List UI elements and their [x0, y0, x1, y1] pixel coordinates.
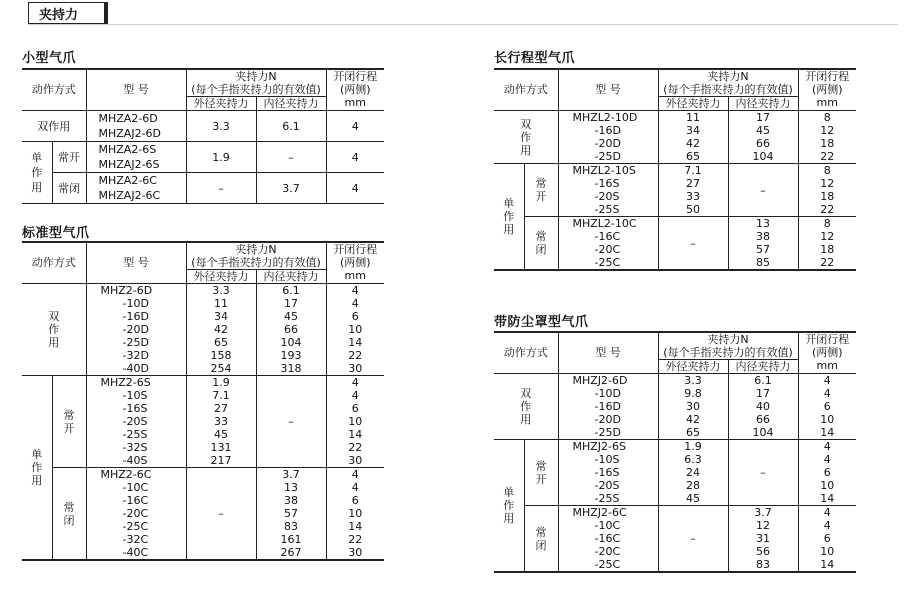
label-single-acting: 单 作 用: [494, 440, 524, 573]
header-force-note: (每个手指夹持力的有效值): [658, 346, 798, 360]
stroke-cell: 6: [326, 402, 384, 415]
stroke-cell: 4: [326, 284, 384, 298]
header-divider: [28, 24, 898, 25]
header-stroke-note: (两侧): [326, 83, 384, 97]
stroke-cell: 10: [798, 479, 856, 492]
header-force-note: (每个手指夹持力的有效值): [186, 83, 326, 97]
stroke-cell: 4: [326, 389, 384, 402]
label-double-acting: 双作用: [22, 111, 86, 142]
outer-cell: 254: [186, 362, 256, 376]
stroke-cell: 4: [326, 111, 384, 142]
stroke-cell: 8: [798, 164, 856, 178]
model-cell: -20S: [558, 479, 658, 492]
stroke-cell: 12: [798, 230, 856, 243]
outer-cell: 34: [658, 124, 728, 137]
inner-cell: 66: [256, 323, 326, 336]
stroke-cell: 4: [326, 173, 384, 204]
header-force-note: (每个手指夹持力的有效值): [186, 256, 326, 270]
stroke-cell: 30: [326, 454, 384, 468]
outer-cell: 34: [186, 310, 256, 323]
model-cell: MHZL2-10D: [558, 111, 658, 125]
inner-cell: –: [728, 440, 798, 506]
inner-cell: –: [256, 376, 326, 468]
standard-gripper-title: 标准型气爪: [22, 226, 90, 241]
table-row: [22, 468, 384, 482]
outer-cell: 45: [658, 492, 728, 506]
inner-cell: 13: [256, 481, 326, 494]
outer-cell: 30: [658, 400, 728, 413]
stroke-cell: 6: [798, 400, 856, 413]
table-row: [494, 164, 856, 178]
outer-cell: 27: [658, 177, 728, 190]
outer-cell: 50: [658, 203, 728, 217]
model-cell: MHZAJ2-6C: [86, 188, 186, 204]
inner-cell: 104: [256, 336, 326, 349]
outer-cell: 3.3: [658, 374, 728, 388]
header-model: 型 号: [86, 69, 186, 111]
label-normally-closed: 常 闭: [524, 217, 558, 271]
outer-cell: 1.9: [186, 376, 256, 390]
model-cell: -16D: [86, 310, 186, 323]
label-normally-open: 常 开: [524, 440, 558, 506]
label-double-acting: 双 作 用: [22, 284, 86, 376]
inner-cell: 17: [728, 111, 798, 125]
inner-cell: 57: [728, 243, 798, 256]
stroke-cell: 10: [798, 545, 856, 558]
label-double-acting: 双 作 用: [494, 374, 558, 440]
model-cell: -25D: [86, 336, 186, 349]
stroke-cell: 10: [326, 507, 384, 520]
header-stroke-note: (两侧): [798, 83, 856, 97]
label-normally-closed: 常闭: [52, 173, 86, 204]
header-outer: 外径夹持力: [658, 360, 728, 374]
inner-cell: 6.1: [728, 374, 798, 388]
model-cell: -20D: [558, 413, 658, 426]
model-cell: -16C: [558, 532, 658, 545]
inner-cell: 45: [728, 124, 798, 137]
stroke-cell: 22: [798, 203, 856, 217]
stroke-cell: 6: [798, 532, 856, 545]
inner-cell: 83: [256, 520, 326, 533]
stroke-cell: 22: [798, 150, 856, 164]
inner-cell: 66: [728, 413, 798, 426]
model-cell: -20D: [558, 137, 658, 150]
header-action: 动作方式: [22, 242, 86, 284]
outer-cell: 6.3: [658, 453, 728, 466]
stroke-cell: 14: [798, 492, 856, 506]
inner-cell: 66: [728, 137, 798, 150]
model-cell: -40C: [86, 546, 186, 560]
inner-cell: 38: [256, 494, 326, 507]
stroke-cell: 6: [798, 466, 856, 479]
model-cell: -25D: [558, 150, 658, 164]
outer-cell: 11: [658, 111, 728, 125]
page-header-tab: [28, 2, 108, 24]
model-cell: -20S: [558, 190, 658, 203]
model-cell: -16S: [86, 402, 186, 415]
inner-cell: 3.7: [728, 506, 798, 520]
header-force-note: (每个手指夹持力的有效值): [658, 83, 798, 97]
outer-cell: 28: [658, 479, 728, 492]
stroke-cell: 30: [326, 362, 384, 376]
header-stroke: 开闭行程: [798, 332, 856, 346]
inner-cell: 12: [728, 519, 798, 532]
stroke-cell: 12: [798, 177, 856, 190]
stroke-cell: 6: [326, 494, 384, 507]
label-single-acting: 单 作 用: [22, 142, 52, 204]
header-stroke: 开闭行程: [798, 69, 856, 83]
stroke-cell: 4: [798, 453, 856, 466]
model-cell: MHZL2-10C: [558, 217, 658, 231]
model-cell: -20D: [86, 323, 186, 336]
inner-cell: 13: [728, 217, 798, 231]
header-inner: 内径夹持力: [256, 97, 326, 111]
long-stroke-gripper-title: 长行程型气爪: [494, 51, 576, 66]
outer-cell: 42: [658, 137, 728, 150]
stroke-cell: 14: [326, 336, 384, 349]
outer-cell: 65: [658, 426, 728, 440]
outer-cell: 27: [186, 402, 256, 415]
stroke-cell: 6: [326, 310, 384, 323]
stroke-cell: 10: [798, 413, 856, 426]
outer-cell: 42: [658, 413, 728, 426]
header-action: 动作方式: [494, 69, 558, 111]
model-cell: -20C: [86, 507, 186, 520]
inner-cell: 161: [256, 533, 326, 546]
label-single-acting: 单 作 用: [494, 164, 524, 271]
header-stroke-unit: mm: [326, 270, 384, 284]
model-cell: -16C: [86, 494, 186, 507]
model-cell: -25C: [558, 558, 658, 572]
header-stroke-unit: mm: [798, 360, 856, 374]
inner-cell: 17: [728, 387, 798, 400]
outer-cell: –: [186, 173, 256, 204]
model-cell: -20C: [558, 545, 658, 558]
model-cell: -10S: [86, 389, 186, 402]
standard-gripper-table: [22, 241, 384, 561]
header-stroke-unit: mm: [798, 97, 856, 111]
stroke-cell: 14: [326, 520, 384, 533]
inner-cell: 3.7: [256, 173, 326, 204]
label-normally-closed: 常 闭: [52, 468, 86, 561]
stroke-cell: 10: [326, 323, 384, 336]
outer-cell: 1.9: [186, 142, 256, 173]
stroke-cell: 14: [798, 558, 856, 572]
stroke-cell: 14: [798, 426, 856, 440]
inner-cell: 318: [256, 362, 326, 376]
outer-cell: 24: [658, 466, 728, 479]
inner-cell: 104: [728, 426, 798, 440]
table-row: [494, 111, 856, 125]
model-cell: -10S: [558, 453, 658, 466]
stroke-cell: 8: [798, 111, 856, 125]
outer-cell: 7.1: [186, 389, 256, 402]
inner-cell: 3.7: [256, 468, 326, 482]
stroke-cell: 4: [326, 376, 384, 390]
header-stroke-unit: mm: [326, 97, 384, 111]
table-row: [494, 506, 856, 520]
model-cell: -16D: [558, 400, 658, 413]
header-inner: 内径夹持力: [728, 97, 798, 111]
model-cell: -25C: [558, 256, 658, 270]
header-outer: 外径夹持力: [186, 270, 256, 284]
label-normally-closed: 常 闭: [524, 506, 558, 573]
inner-cell: 56: [728, 545, 798, 558]
outer-cell: 217: [186, 454, 256, 468]
header-stroke-note: (两侧): [326, 256, 384, 270]
stroke-cell: 22: [326, 533, 384, 546]
header-force: 夹持力N: [658, 69, 798, 83]
header-model: 型 号: [558, 69, 658, 111]
inner-cell: 267: [256, 546, 326, 560]
model-cell: MHZA2-6D: [86, 111, 186, 127]
outer-cell: 9.8: [658, 387, 728, 400]
inner-cell: 6.1: [256, 284, 326, 298]
header-stroke: 开闭行程: [326, 242, 384, 256]
model-cell: -32C: [86, 533, 186, 546]
header-outer: 外径夹持力: [186, 97, 256, 111]
header-stroke-note: (两侧): [798, 346, 856, 360]
header-inner: 内径夹持力: [728, 360, 798, 374]
model-cell: MHZJ2-6C: [558, 506, 658, 520]
outer-cell: 131: [186, 441, 256, 454]
stroke-cell: 8: [798, 217, 856, 231]
table-row: [22, 376, 384, 390]
header-action: 动作方式: [494, 332, 558, 374]
outer-cell: –: [658, 217, 728, 271]
outer-cell: 65: [186, 336, 256, 349]
stroke-cell: 30: [326, 546, 384, 560]
model-cell: -25C: [86, 520, 186, 533]
header-inner: 内径夹持力: [256, 270, 326, 284]
header-model: 型 号: [558, 332, 658, 374]
model-cell: -10C: [86, 481, 186, 494]
model-cell: MHZ2-6C: [86, 468, 186, 482]
inner-cell: 83: [728, 558, 798, 572]
stroke-cell: 4: [326, 297, 384, 310]
label-normally-open: 常 开: [52, 376, 86, 468]
inner-cell: 45: [256, 310, 326, 323]
stroke-cell: 4: [798, 387, 856, 400]
stroke-cell: 22: [326, 349, 384, 362]
stroke-cell: 14: [326, 428, 384, 441]
long-stroke-gripper-table: [494, 68, 856, 271]
stroke-cell: 18: [798, 190, 856, 203]
inner-cell: 57: [256, 507, 326, 520]
header-action: 动作方式: [22, 69, 86, 111]
stroke-cell: 4: [326, 142, 384, 173]
model-cell: MHZA2-6C: [86, 173, 186, 189]
header-force: 夹持力N: [658, 332, 798, 346]
inner-cell: 104: [728, 150, 798, 164]
model-cell: MHZ2-6S: [86, 376, 186, 390]
table-row: [494, 217, 856, 231]
table-row: [494, 374, 856, 388]
stroke-cell: 22: [326, 441, 384, 454]
outer-cell: 33: [658, 190, 728, 203]
model-cell: MHZAJ2-6D: [86, 126, 186, 142]
outer-cell: 158: [186, 349, 256, 362]
model-cell: -25D: [558, 426, 658, 440]
model-cell: MHZL2-10S: [558, 164, 658, 178]
model-cell: MHZAJ2-6S: [86, 157, 186, 173]
inner-cell: 6.1: [256, 111, 326, 142]
stroke-cell: 4: [798, 519, 856, 532]
stroke-cell: 22: [798, 256, 856, 270]
outer-cell: 3.3: [186, 111, 256, 142]
model-cell: -20S: [86, 415, 186, 428]
model-cell: -16D: [558, 124, 658, 137]
inner-cell: –: [728, 164, 798, 217]
header-force: 夹持力N: [186, 242, 326, 256]
model-cell: -10D: [558, 387, 658, 400]
small-gripper-title: 小型气爪: [22, 51, 77, 66]
inner-cell: 193: [256, 349, 326, 362]
dust-cover-gripper-table: [494, 331, 856, 573]
inner-cell: 38: [728, 230, 798, 243]
model-cell: -25S: [558, 492, 658, 506]
outer-cell: 33: [186, 415, 256, 428]
model-cell: MHZ2-6D: [86, 284, 186, 298]
model-cell: MHZA2-6S: [86, 142, 186, 158]
model-cell: -32S: [86, 441, 186, 454]
inner-cell: 31: [728, 532, 798, 545]
inner-cell: 85: [728, 256, 798, 270]
header-force: 夹持力N: [186, 69, 326, 83]
stroke-cell: 4: [798, 506, 856, 520]
page-header-title: 夹持力: [39, 7, 79, 23]
model-cell: -10D: [86, 297, 186, 310]
label-double-acting: 双 作 用: [494, 111, 558, 164]
header-outer: 外径夹持力: [658, 97, 728, 111]
outer-cell: 11: [186, 297, 256, 310]
model-cell: -25S: [86, 428, 186, 441]
model-cell: -16C: [558, 230, 658, 243]
model-cell: -16S: [558, 177, 658, 190]
outer-cell: –: [658, 506, 728, 573]
header-model: 型 号: [86, 242, 186, 284]
label-normally-open: 常 开: [524, 164, 558, 217]
small-gripper-table: [22, 68, 384, 204]
stroke-cell: 4: [326, 481, 384, 494]
outer-cell: 3.3: [186, 284, 256, 298]
outer-cell: 42: [186, 323, 256, 336]
stroke-cell: 4: [326, 468, 384, 482]
model-cell: -25S: [558, 203, 658, 217]
label-normally-open: 常开: [52, 142, 86, 173]
model-cell: -40S: [86, 454, 186, 468]
table-row: [22, 284, 384, 298]
outer-cell: 45: [186, 428, 256, 441]
label-single-acting: 单 作 用: [22, 376, 52, 561]
model-cell: MHZJ2-6S: [558, 440, 658, 454]
stroke-cell: 12: [798, 124, 856, 137]
outer-cell: 7.1: [658, 164, 728, 178]
inner-cell: 40: [728, 400, 798, 413]
stroke-cell: 4: [798, 374, 856, 388]
header-stroke: 开闭行程: [326, 69, 384, 83]
stroke-cell: 10: [326, 415, 384, 428]
model-cell: -10C: [558, 519, 658, 532]
outer-cell: 1.9: [658, 440, 728, 454]
outer-cell: 65: [658, 150, 728, 164]
inner-cell: 17: [256, 297, 326, 310]
inner-cell: –: [256, 142, 326, 173]
outer-cell: –: [186, 468, 256, 561]
stroke-cell: 18: [798, 137, 856, 150]
dust-cover-gripper-title: 带防尘罩型气爪: [494, 315, 589, 330]
stroke-cell: 4: [798, 440, 856, 454]
table-row: [494, 440, 856, 454]
model-cell: -20C: [558, 243, 658, 256]
model-cell: -16S: [558, 466, 658, 479]
model-cell: MHZJ2-6D: [558, 374, 658, 388]
model-cell: -40D: [86, 362, 186, 376]
model-cell: -32D: [86, 349, 186, 362]
stroke-cell: 18: [798, 243, 856, 256]
